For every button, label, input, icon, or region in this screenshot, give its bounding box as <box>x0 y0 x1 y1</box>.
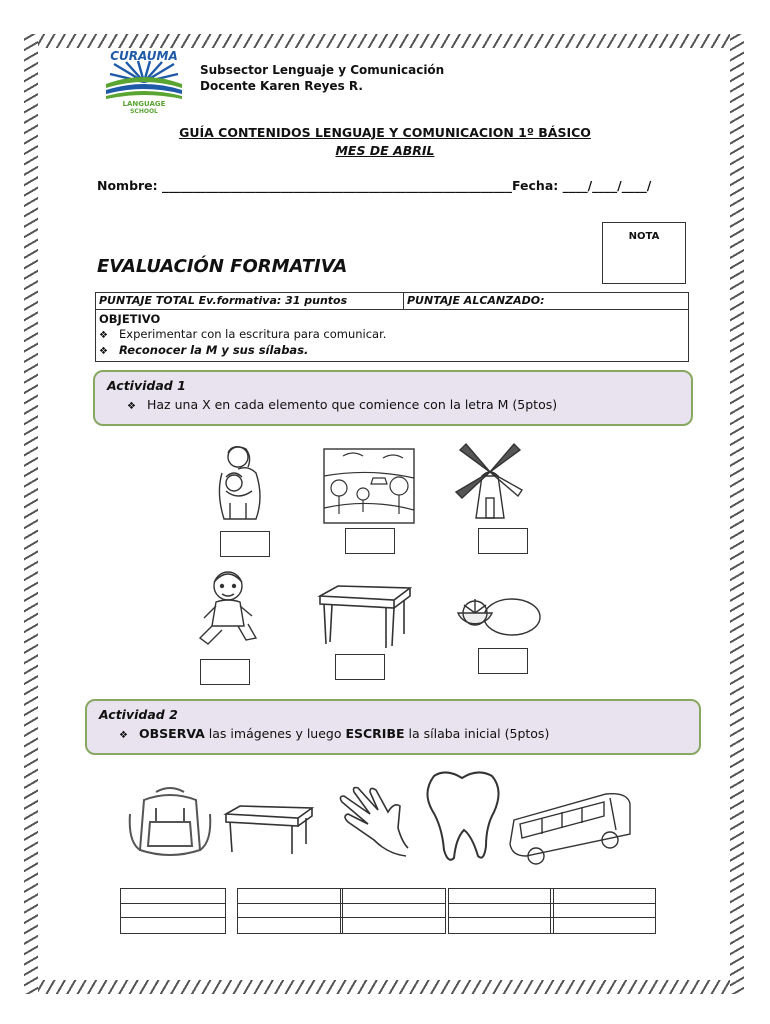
header-teacher: Docente Karen Reyes R. <box>200 79 363 93</box>
achieved-score: PUNTAJE ALCANZADO: <box>407 294 545 307</box>
backpack-icon <box>126 786 214 862</box>
objectives <box>96 310 688 361</box>
grade-box <box>602 222 686 284</box>
svg-text:CURAUMA: CURAUMA <box>110 49 178 63</box>
park-icon <box>323 448 415 524</box>
page-subtitle: MES DE ABRIL <box>335 143 435 158</box>
answer-box-6[interactable] <box>478 648 528 674</box>
objective-item: ❖ Experimentar con la escritura para comunicar. <box>99 327 387 341</box>
total-score: PUNTAJE TOTAL Ev.formativa: 31 puntos <box>96 293 404 309</box>
activity-1-title: Actividad 1 <box>107 378 186 393</box>
score-table <box>95 292 689 362</box>
school-logo <box>100 48 188 114</box>
syllable-box-3[interactable] <box>340 888 446 934</box>
bus-icon <box>506 790 634 866</box>
activity-1-instruction: ❖ Haz una X en cada elemento que comience con la letra M (5ptos) <box>127 397 558 412</box>
answer-box-3[interactable] <box>478 528 528 554</box>
syllable-box-2[interactable] <box>237 888 343 934</box>
bullet-icon: ❖ <box>119 730 128 741</box>
answer-box-4[interactable] <box>200 659 250 685</box>
name-date-field[interactable]: Nombre: ________________________________________________________Fecha: ____/____/____/ <box>97 178 652 193</box>
svg-text:SCHOOL: SCHOOL <box>130 108 158 114</box>
page-border-left <box>24 34 38 994</box>
svg-text:LANGUAGE: LANGUAGE <box>122 100 166 108</box>
activity-2-title: Actividad 2 <box>99 707 178 722</box>
tooth-icon <box>420 766 504 866</box>
page-border-bottom <box>28 980 742 994</box>
syllable-box-1[interactable] <box>120 888 226 934</box>
evaluation-title: EVALUACIÓN FORMATIVA <box>97 256 348 277</box>
page-title: GUÍA CONTENIDOS LENGUAJE Y COMUNICACION 1º BÁSICO <box>179 125 591 140</box>
table-icon <box>222 804 314 856</box>
answer-box-5[interactable] <box>335 654 385 680</box>
objective-item: ❖ Reconocer la M y sus sílabas. <box>99 343 309 357</box>
syllable-box-4[interactable] <box>448 888 554 934</box>
answer-box-2[interactable] <box>345 528 395 554</box>
activity-2-box <box>85 699 701 755</box>
syllable-box-5[interactable] <box>550 888 656 934</box>
lemon-icon <box>454 591 544 641</box>
table-icon <box>316 584 412 650</box>
header-subsector: Subsector Lenguaje y Comunicación <box>200 63 445 77</box>
windmill-icon <box>452 438 524 522</box>
activity-2-instruction: ❖ OBSERVA las imágenes y luego ESCRIBE la sílaba inicial (5ptos) <box>119 726 550 741</box>
page-border-top <box>28 34 742 48</box>
activity-1-box <box>93 370 693 426</box>
hand-icon <box>328 784 410 860</box>
bullet-icon: ❖ <box>127 401 136 412</box>
objectives-label: OBJETIVO <box>99 312 161 326</box>
bullet-icon: ❖ <box>99 346 108 357</box>
bullet-icon: ❖ <box>99 330 108 341</box>
grade-label: NOTA <box>628 231 660 242</box>
mother-hug-icon <box>212 443 268 525</box>
page-border-right <box>730 34 744 994</box>
doll-icon <box>194 568 260 646</box>
score-row <box>96 293 688 310</box>
answer-box-1[interactable] <box>220 531 270 557</box>
